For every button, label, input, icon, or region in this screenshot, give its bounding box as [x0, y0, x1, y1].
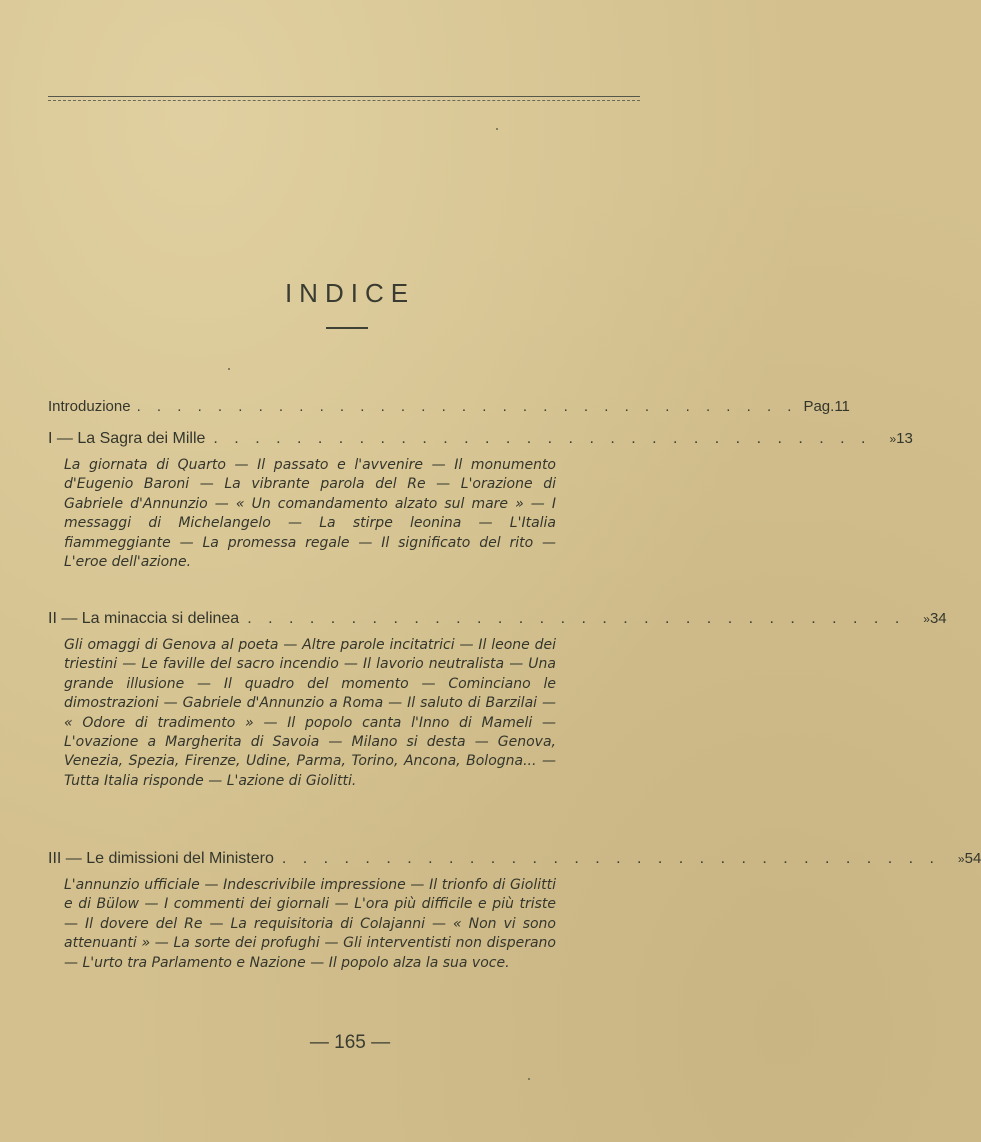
dot-leader: . . . . . . . . . . . . . . . . . . . . . . . . . . . . . . . . .	[136, 398, 798, 415]
toc-chapter-2[interactable]	[48, 610, 947, 791]
chapter-heading: II — La minaccia si delinea	[48, 610, 240, 627]
paper-speck	[528, 1078, 530, 1080]
toc-entry-label: Introduzione	[48, 398, 131, 415]
dot-leader: . . . . . . . . . . . . . . . . . . . . . . . . . . . . . . . .	[213, 430, 872, 447]
chapter-heading: I — La Sagra dei Mille	[48, 430, 206, 447]
title-underline	[326, 327, 368, 329]
chapter-summary: Gli omaggi di Genova al poeta — Altre parole incitatrici — Il leone dei triestini — Le faville del sacro incendio — Il lavorio neutralista — Una grande illusione — Il quadro del momento — Cominciano le dimostrazioni — Gabriele d'Annunzio a Roma — Il saluto di Barzilai — « Odore di tradimento » — Il popolo canta l'Inno di Mameli — L'ovazione a Margherita di Savoia — Milano si desta — Genova, Venezia, Spezia, Firenze, Udine, Parma, Torino, Ancona, Bologna... — Tutta Italia risponde — L'azione di Giolitti.	[64, 637, 556, 789]
chapter-summary: La giornata di Quarto — Il passato e l'avvenire — Il monumento d'Eugenio Baroni — La vibrante parola del Re — L'orazione di Gabriele d'Annunzio — « Un comandamento alzato sul mare » — I messaggi di Michelangelo — La stirpe leonina — L'Italia fiammeggiante — La promessa regale — Il significato del rito — L'eroe dell'azione.	[64, 457, 556, 571]
chapter-heading-row	[48, 430, 913, 454]
toc-chapter-1[interactable]	[48, 430, 913, 572]
toc-page-number: 11	[834, 398, 850, 415]
page-abbrev: Pag.	[803, 398, 835, 415]
toc-page-number: 54	[964, 850, 981, 867]
header-rule	[48, 96, 640, 97]
ditto-mark: »	[889, 432, 897, 446]
ditto-mark: »	[957, 852, 965, 866]
chapter-heading-row	[48, 610, 947, 634]
paper-speck	[496, 128, 498, 130]
chapter-heading-row	[48, 850, 981, 874]
page-title: INDICE	[284, 278, 416, 308]
ditto-mark: »	[923, 612, 930, 626]
toc-entry-introduction[interactable]	[48, 398, 850, 420]
toc-chapter-3[interactable]	[48, 850, 981, 973]
dot-leader: . . . . . . . . . . . . . . . . . . . . . . . . . . . . . . . .	[247, 610, 906, 627]
chapter-summary: L'annunzio ufficiale — Indescrivibile impressione — Il trionfo di Giolitti e di Bülow — I commenti dei giornali — L'ora più difficile e più triste — Il dovere del Re — La requisitoria di Colajanni — « Non vi sono attenuanti » — La sorte dei profughi — Gli interventisti non disperano — L'urto tra Parlamento e Nazione — Il popolo alza la sua voce.	[64, 877, 556, 971]
toc-page-number: 34	[929, 610, 947, 627]
toc-page-number: 13	[896, 430, 913, 447]
page-folio: — 165 —	[309, 1032, 391, 1053]
chapter-heading: III — Le dimissioni del Ministero	[48, 850, 274, 867]
paper-speck	[228, 368, 230, 370]
dot-leader: . . . . . . . . . . . . . . . . . . . . . . . . . . . . . . . .	[281, 850, 940, 867]
header-rule-dashed	[48, 100, 640, 101]
